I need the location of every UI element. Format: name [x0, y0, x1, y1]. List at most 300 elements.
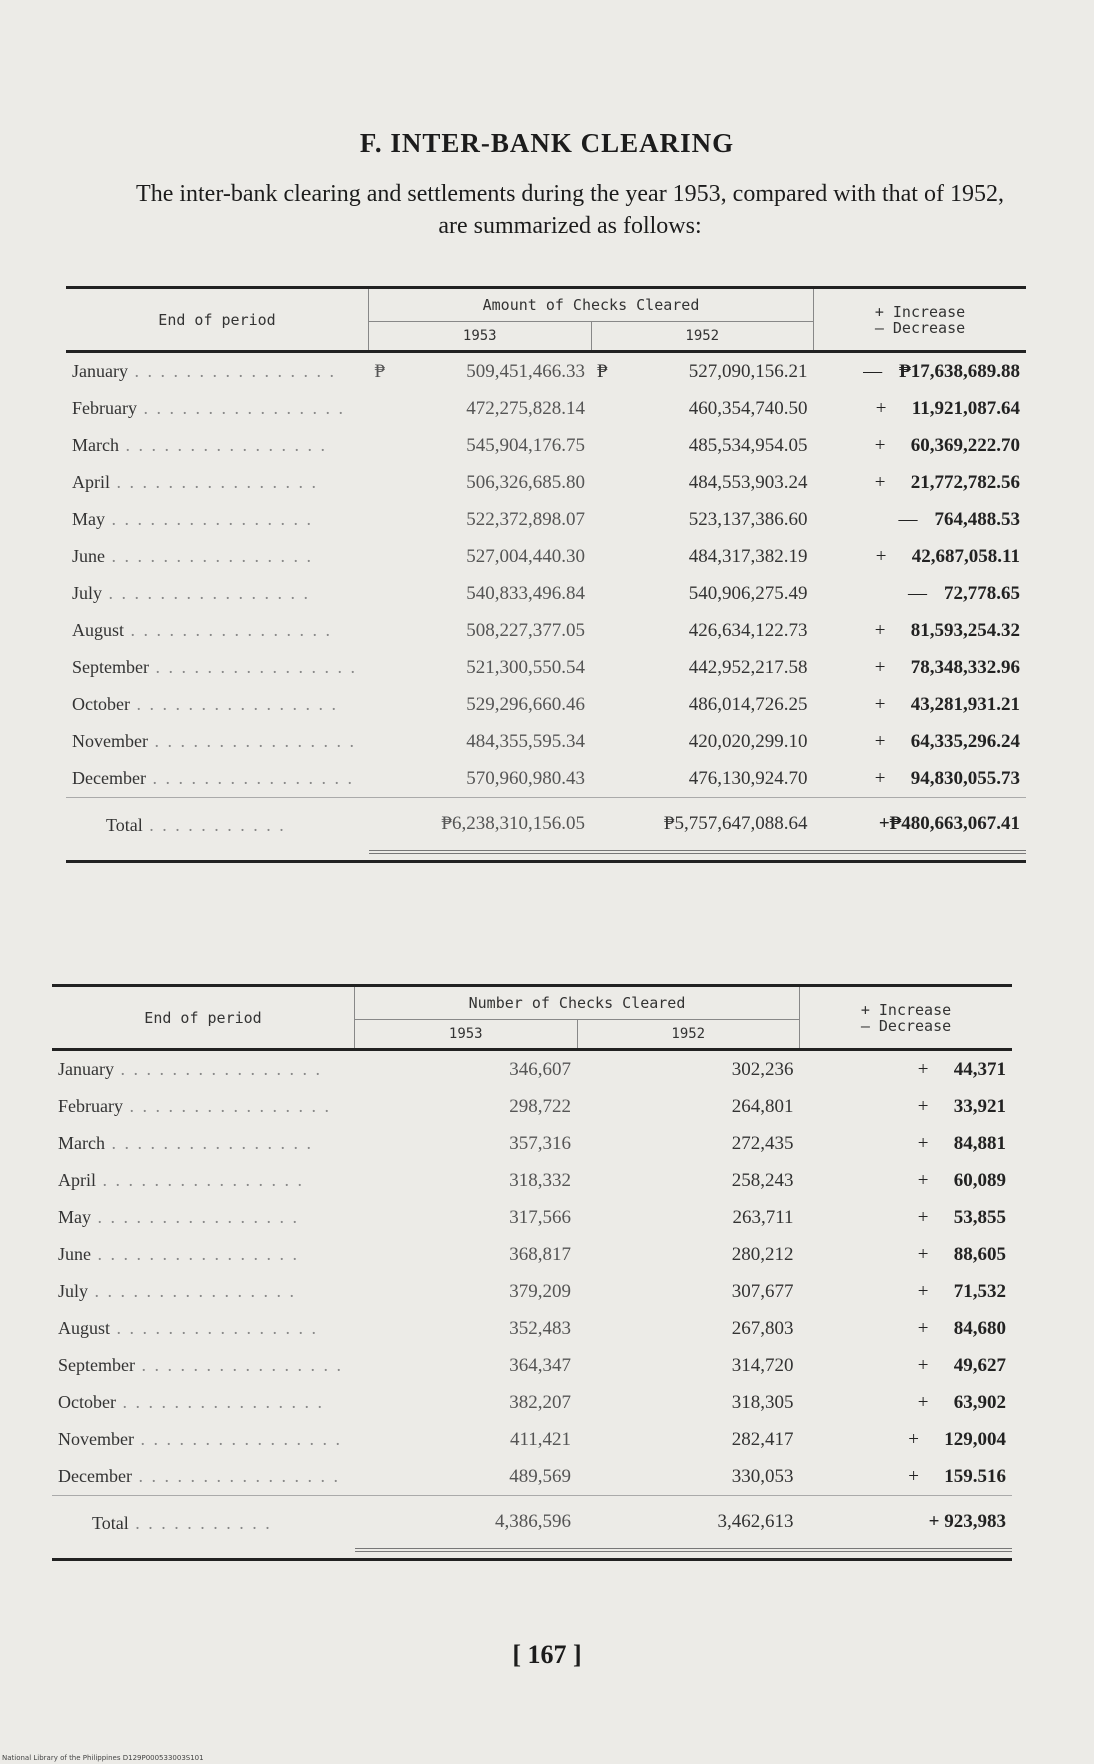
value-text: 506,326,685.80: [466, 471, 585, 493]
row-month: [52, 1162, 355, 1199]
value-1952: [591, 649, 814, 686]
table-row: [52, 1088, 1012, 1125]
total-1952: 3,462,613: [577, 1496, 800, 1551]
month-label: May: [72, 509, 105, 529]
value-difference: [800, 1421, 1013, 1458]
value-text: 442,952,217.58: [688, 656, 808, 678]
value-1952: [577, 1125, 800, 1162]
diff-sign: +: [874, 693, 886, 715]
diff-sign: +: [917, 1206, 929, 1228]
diff-sign: —: [898, 508, 918, 530]
month-label: November: [72, 731, 148, 751]
dot-leader: . . . . . . . . . . . . . . . .: [122, 1096, 331, 1116]
month-label: November: [58, 1429, 134, 1449]
value-1952: [577, 1162, 800, 1199]
value-difference: [800, 1199, 1013, 1236]
value-1952: [577, 1458, 800, 1496]
month-label: April: [72, 472, 110, 492]
month-label: May: [58, 1207, 91, 1227]
value-text: 352,483: [509, 1317, 571, 1339]
diff-text: 159.516: [944, 1465, 1006, 1487]
diff-sign: —: [863, 360, 883, 382]
dot-leader: . . . . . . . . . . . . . . . .: [105, 509, 313, 529]
header-1953: 1953: [355, 1020, 578, 1050]
value-text: 379,209: [509, 1280, 571, 1302]
diff-sign: +: [908, 1465, 919, 1487]
row-month: [66, 501, 369, 538]
value-difference: [814, 760, 1027, 798]
diff-text: 94,830,055.73: [910, 767, 1020, 789]
total-difference: + 923,983: [800, 1496, 1013, 1551]
page-number: [ 167 ]: [512, 1640, 582, 1669]
value-1953: [355, 1273, 578, 1310]
value-text: 420,020,299.10: [688, 730, 808, 752]
number-table-body: [52, 1050, 1012, 1560]
value-1952: [591, 427, 814, 464]
dot-leader: . . . . . . . . . . . . . . . .: [91, 1207, 299, 1227]
header-number-group: Number of Checks Cleared: [355, 986, 800, 1020]
header-increase-decrease: [800, 986, 1013, 1050]
diff-text: 11,921,087.64: [911, 397, 1020, 419]
header-1953: 1953: [369, 322, 592, 352]
table-row: [66, 686, 1026, 723]
dot-leader: . . . . . . . . . . . . . . . .: [113, 1059, 322, 1079]
peso-sign: ₱: [597, 360, 608, 382]
value-1952: [577, 1236, 800, 1273]
diff-sign: +: [874, 730, 886, 752]
value-text: 527,004,440.30: [466, 545, 585, 567]
value-text: 307,677: [731, 1280, 794, 1302]
value-difference: [814, 501, 1027, 538]
dot-leader: . . . . . . . . . . . . . . . .: [134, 1355, 343, 1375]
header-decrease: — Decrease: [874, 318, 966, 337]
row-month: [66, 575, 369, 612]
value-1953: [369, 464, 592, 501]
diff-sign: +: [874, 767, 886, 789]
value-1953: [355, 1125, 578, 1162]
header-1952: 1952: [671, 1026, 706, 1042]
value-text: 460,354,740.50: [688, 397, 808, 419]
table-row: [66, 723, 1026, 760]
header-increase: + Increase: [860, 1000, 952, 1019]
table-row: [52, 1125, 1012, 1162]
diff-text: 63,902: [953, 1391, 1006, 1413]
row-month: [66, 352, 369, 391]
value-1953: [355, 1236, 578, 1273]
table-row: [66, 575, 1026, 612]
value-difference: [800, 1458, 1013, 1496]
footer-credit: National Library of the Philippines D129P000533003S101: [2, 1754, 204, 1762]
diff-text: 33,921: [953, 1095, 1006, 1117]
value-text: 476,130,924.70: [688, 767, 808, 789]
month-label: September: [58, 1355, 135, 1375]
amount-table-body: [66, 352, 1026, 862]
table-row: [52, 1421, 1012, 1458]
row-month: [66, 612, 369, 649]
value-1952: [577, 1384, 800, 1421]
value-text: 509,451,466.33: [466, 360, 585, 382]
row-month: [52, 1125, 355, 1162]
table-row: [66, 501, 1026, 538]
value-difference: [800, 1347, 1013, 1384]
value-1953: [369, 649, 592, 686]
value-text: 484,553,903.24: [688, 471, 808, 493]
diff-sign: +: [917, 1391, 929, 1413]
value-difference: [814, 649, 1027, 686]
table-row: [52, 1236, 1012, 1273]
dot-leader: . . . . . . . . . . . . . . . .: [136, 398, 345, 418]
row-month: [52, 1050, 355, 1089]
diff-sign: +: [917, 1058, 929, 1080]
month-label: February: [72, 398, 137, 418]
value-difference: [800, 1125, 1013, 1162]
value-text: 411,421: [509, 1428, 571, 1450]
table-row: [52, 1273, 1012, 1310]
diff-text: 764,488.53: [934, 508, 1020, 530]
value-text: 522,372,898.07: [466, 508, 585, 530]
value-text: 314,720: [731, 1354, 794, 1376]
diff-sign: +: [875, 397, 887, 419]
table-row: [66, 649, 1026, 686]
value-1952: [577, 1199, 800, 1236]
value-difference: [800, 1088, 1013, 1125]
month-label: March: [58, 1133, 105, 1153]
table-row: [66, 760, 1026, 798]
value-difference: [800, 1162, 1013, 1199]
dot-leader: . . . . . . . . . . . . . . . .: [110, 1318, 319, 1338]
value-text: 529,296,660.46: [466, 693, 585, 715]
diff-text: 17,638,689.88: [910, 360, 1020, 382]
diff-sign: +: [874, 434, 886, 456]
row-month: [66, 649, 369, 686]
dot-leader: . . . . . . . . . . . . . . . .: [96, 1170, 304, 1190]
value-text: 364,347: [509, 1354, 571, 1376]
month-label: June: [72, 546, 105, 566]
value-1953: [369, 575, 592, 612]
value-1953: [355, 1162, 578, 1199]
table-row: [66, 352, 1026, 391]
dot-leader: . . . . . . . . . . . . . . . .: [148, 657, 357, 677]
value-text: 486,014,726.25: [688, 693, 808, 715]
section-heading: F. INTER-BANK CLEARING: [359, 128, 735, 158]
value-text: 508,227,377.05: [466, 619, 585, 641]
value-text: 346,607: [509, 1058, 571, 1080]
total-1953: 4,386,596: [355, 1496, 578, 1551]
value-text: 484,355,595.34: [466, 730, 585, 752]
month-label: December: [72, 768, 146, 788]
dot-leader: . . . . . . . . . . . . . . . .: [115, 1392, 324, 1412]
value-1953: [369, 352, 592, 391]
value-1953: [369, 390, 592, 427]
value-text: 489,569: [509, 1465, 571, 1487]
table-row: [52, 1162, 1012, 1199]
value-difference: [814, 686, 1027, 723]
value-text: 258,243: [731, 1169, 794, 1191]
value-text: 485,534,954.05: [688, 434, 808, 456]
month-label: July: [72, 583, 103, 603]
header-increase: + Increase: [874, 302, 966, 321]
diff-sign: +: [874, 656, 886, 678]
diff-sign: +: [908, 1428, 919, 1450]
value-text: 280,212: [731, 1243, 794, 1265]
value-difference: [814, 464, 1027, 501]
diff-sign: +: [917, 1095, 929, 1117]
total-1953: ₱6,238,310,156.05: [369, 798, 592, 853]
dot-leader: . . . . . . . . . . .: [128, 1512, 272, 1533]
value-1953: [355, 1199, 578, 1236]
header-1952: 1952: [685, 328, 720, 344]
value-text: 484,317,382.19: [688, 545, 808, 567]
dot-leader: . . . . . . . . . . . . . . . .: [129, 694, 338, 714]
dot-leader: . . . . . . . . . . . . . . . .: [105, 546, 313, 566]
value-difference: [814, 427, 1027, 464]
row-month: [52, 1236, 355, 1273]
dot-leader: . . . . . . . . . . . . . . . .: [102, 583, 311, 603]
dot-leader: . . . . . . . . . . . . . . . .: [127, 361, 336, 381]
diff-text: 42,687,058.11: [911, 545, 1020, 567]
month-label: August: [58, 1318, 111, 1338]
total-1952: ₱5,757,647,088.64: [591, 798, 814, 853]
end-rule-cell: [66, 852, 1026, 862]
value-difference: [800, 1273, 1013, 1310]
table-row: [52, 1050, 1012, 1089]
diff-text: 49,627: [953, 1354, 1006, 1376]
table-row: [52, 1347, 1012, 1384]
row-month: [52, 1458, 355, 1496]
month-label: August: [72, 620, 125, 640]
value-1953: [369, 501, 592, 538]
value-text: 540,906,275.49: [688, 582, 808, 604]
month-label: April: [58, 1170, 96, 1190]
value-1952: [591, 723, 814, 760]
diff-sign: +: [917, 1132, 929, 1154]
total-row: [66, 798, 1026, 853]
value-text: 282,417: [731, 1428, 794, 1450]
header-decrease: — Decrease: [860, 1016, 952, 1035]
diff-text: 84,881: [953, 1132, 1006, 1154]
month-label: September: [72, 657, 149, 677]
value-text: 545,904,176.75: [466, 434, 585, 456]
value-text: 298,722: [509, 1095, 571, 1117]
row-month: [66, 686, 369, 723]
value-1952: [591, 575, 814, 612]
value-1953: [355, 1347, 578, 1384]
table-row: [52, 1384, 1012, 1421]
value-text: 540,833,496.84: [466, 582, 585, 604]
value-text: 263,711: [732, 1206, 794, 1228]
peso-sign: ₱: [374, 360, 386, 382]
value-1953: [369, 427, 592, 464]
value-1952: [577, 1347, 800, 1384]
value-1953: [355, 1384, 578, 1421]
table-row: [66, 390, 1026, 427]
value-text: 318,332: [509, 1169, 571, 1191]
row-month: [52, 1310, 355, 1347]
row-month: [52, 1199, 355, 1236]
diff-text: 129,004: [944, 1428, 1006, 1450]
dot-leader: . . . . . . . . . . . . . . . .: [104, 1133, 313, 1153]
header-amount-group: Amount of Checks Cleared: [369, 288, 814, 322]
diff-sign: +: [917, 1280, 929, 1302]
value-1953: [355, 1310, 578, 1347]
row-month: [66, 464, 369, 501]
value-1953: [355, 1050, 578, 1089]
row-month: [52, 1384, 355, 1421]
diff-sign: +: [917, 1317, 929, 1339]
total-label: [52, 1496, 355, 1551]
diff-sign: +: [917, 1243, 929, 1265]
month-label: July: [58, 1281, 89, 1301]
diff-text: 78,348,332.96: [910, 656, 1020, 678]
value-text: 267,803: [731, 1317, 794, 1339]
table-end-rule: [52, 1550, 1012, 1560]
value-1953: [355, 1458, 578, 1496]
total-difference: +₱480,663,067.41: [814, 798, 1027, 853]
value-text: 426,634,122.73: [688, 619, 808, 641]
header-end-of-period: End of period: [66, 288, 369, 352]
value-1952: [577, 1050, 800, 1089]
value-1952: [591, 538, 814, 575]
diff-sign: —: [908, 582, 927, 604]
dot-leader: . . . . . . . . . . . . . . . .: [118, 435, 327, 455]
intro-paragraph: The inter-bank clearing and settlements during the year 1953, compared with that of 1952, are summarized as follows:: [136, 181, 1004, 239]
value-1953: [369, 760, 592, 798]
number-checks-table: [52, 984, 1012, 1561]
table-row: [66, 464, 1026, 501]
month-label: February: [58, 1096, 123, 1116]
row-month: [52, 1421, 355, 1458]
diff-sign: +: [917, 1169, 929, 1191]
table-row: [52, 1310, 1012, 1347]
value-difference: [814, 538, 1027, 575]
table-row: [66, 538, 1026, 575]
diff-text: 72,778.65: [944, 582, 1020, 604]
diff-text: 44,371: [953, 1058, 1006, 1080]
peso-sign: ₱: [899, 360, 911, 382]
dot-leader: . . . . . . . . . . . . . . . .: [124, 620, 333, 640]
total-row: [52, 1496, 1012, 1551]
diff-text: 81,593,254.32: [910, 619, 1020, 641]
value-1952: [591, 390, 814, 427]
header-increase-decrease: [814, 288, 1027, 352]
diff-sign: +: [874, 619, 886, 641]
value-text: 570,960,980.43: [466, 767, 585, 789]
row-month: [52, 1088, 355, 1125]
value-1952: [577, 1273, 800, 1310]
value-difference: [814, 723, 1027, 760]
month-label: October: [58, 1392, 116, 1412]
total-label-text: Total: [92, 1512, 129, 1533]
row-month: [52, 1347, 355, 1384]
row-month: [66, 427, 369, 464]
month-label: June: [58, 1244, 91, 1264]
value-difference: [800, 1384, 1013, 1421]
value-text: 523,137,386.60: [688, 508, 808, 530]
value-text: 382,207: [509, 1391, 571, 1413]
value-text: 527,090,156.21: [688, 360, 808, 382]
value-1952: [577, 1310, 800, 1347]
diff-text: 88,605: [953, 1243, 1006, 1265]
row-month: [66, 723, 369, 760]
value-1953: [369, 686, 592, 723]
value-1952: [577, 1421, 800, 1458]
diff-text: 21,772,782.56: [910, 471, 1020, 493]
value-difference: [800, 1236, 1013, 1273]
value-1952: [591, 760, 814, 798]
dot-leader: . . . . . . . . . . . . . . . .: [91, 1244, 299, 1264]
month-label: March: [72, 435, 119, 455]
diff-text: 60,369,222.70: [910, 434, 1020, 456]
value-1953: [355, 1088, 578, 1125]
table-row: [66, 427, 1026, 464]
month-label: December: [58, 1466, 132, 1486]
diff-sign: +: [917, 1354, 929, 1376]
month-label: January: [58, 1059, 114, 1079]
total-label-text: Total: [106, 814, 143, 835]
table-row: [52, 1458, 1012, 1496]
value-text: 317,566: [509, 1206, 571, 1228]
table-row: [66, 612, 1026, 649]
value-text: 472,275,828.14: [466, 397, 585, 419]
diff-sign: +: [875, 545, 887, 567]
amount-checks-table: [66, 286, 1026, 863]
table-row: [52, 1199, 1012, 1236]
value-1952: [577, 1088, 800, 1125]
header-end-of-period: End of period: [52, 986, 355, 1050]
total-label: [66, 798, 369, 853]
end-rule-cell: [52, 1550, 1012, 1560]
value-text: 302,236: [731, 1058, 794, 1080]
diff-text: 53,855: [953, 1206, 1006, 1228]
diff-text: 84,680: [953, 1317, 1006, 1339]
value-1952: [591, 352, 814, 391]
dot-leader: . . . . . . . . . . . . . . . .: [88, 1281, 297, 1301]
row-month: [66, 538, 369, 575]
value-difference: [814, 352, 1027, 391]
value-1953: [369, 538, 592, 575]
diff-text: 71,532: [953, 1280, 1006, 1302]
month-label: October: [72, 694, 130, 714]
month-label: January: [72, 361, 128, 381]
value-1953: [355, 1421, 578, 1458]
value-text: 368,817: [509, 1243, 571, 1265]
diff-text: 60,089: [953, 1169, 1006, 1191]
dot-leader: . . . . . . . . . . .: [142, 814, 286, 835]
diff-sign: +: [874, 471, 886, 493]
value-difference: [814, 390, 1027, 427]
value-difference: [800, 1310, 1013, 1347]
value-text: 318,305: [731, 1391, 794, 1413]
dot-leader: . . . . . . . . . . . . . . . .: [110, 472, 318, 492]
dot-leader: . . . . . . . . . . . . . . . .: [131, 1466, 340, 1486]
diff-text: 64,335,296.24: [910, 730, 1020, 752]
value-text: 264,801: [731, 1095, 794, 1117]
diff-text: 43,281,931.21: [910, 693, 1020, 715]
value-1952: [591, 464, 814, 501]
value-difference: [800, 1050, 1013, 1089]
value-1952: [591, 501, 814, 538]
value-text: 357,316: [509, 1132, 571, 1154]
row-month: [52, 1273, 355, 1310]
value-difference: [814, 575, 1027, 612]
row-month: [66, 390, 369, 427]
value-1953: [369, 612, 592, 649]
dot-leader: . . . . . . . . . . . . . . . .: [147, 731, 356, 751]
value-1953: [369, 723, 592, 760]
value-text: 330,053: [731, 1465, 794, 1487]
value-text: 521,300,550.54: [466, 656, 585, 678]
value-1952: [591, 612, 814, 649]
